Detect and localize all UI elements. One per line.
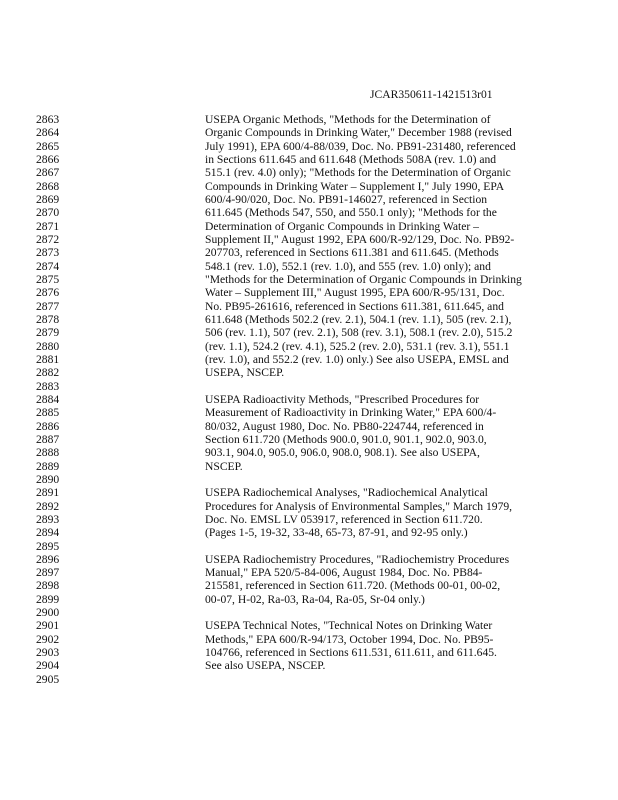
document-line: [0, 353, 618, 366]
document-line: [0, 553, 618, 566]
line-number: 2877: [36, 299, 60, 313]
line-number: 2902: [36, 632, 60, 646]
document-header-id: JCAR350611-1421513r01: [370, 88, 493, 101]
line-number: 2869: [36, 192, 60, 206]
line-text: Water – Supplement III," August 1995, EPA 600/R-95/131, Doc.: [205, 286, 505, 300]
line-text: 80/032, August 1980, Doc. No. PB80-224744, referenced in: [205, 419, 484, 433]
line-text: 506 (rev. 1.1), 507 (rev. 2.1), 508 (rev. 3.1), 508.1 (rev. 2.0), 515.2: [205, 326, 513, 340]
line-text: 611.648 (Methods 502.2 (rev. 2.1), 504.1 (rev. 1.1), 505 (rev. 2.1),: [205, 312, 512, 326]
line-number: 2897: [36, 566, 60, 580]
line-text: Organic Compounds in Drinking Water," December 1988 (revised: [205, 126, 512, 140]
line-number: 2891: [36, 486, 60, 500]
line-number: 2894: [36, 526, 60, 540]
line-text: Supplement II," August 1992, EPA 600/R-92/129, Doc. No. PB92-: [205, 232, 515, 246]
line-number: 2885: [36, 406, 60, 420]
line-text: Determination of Organic Compounds in Drinking Water –: [205, 219, 479, 233]
document-line: [0, 193, 618, 206]
line-number: 2887: [36, 432, 60, 446]
line-number: 2874: [36, 259, 60, 273]
document-line: [0, 593, 618, 606]
line-number: 2870: [36, 206, 60, 220]
document-line: [0, 619, 618, 632]
document-line: [0, 579, 618, 592]
line-number: 2905: [36, 672, 60, 686]
line-number: 2883: [36, 379, 60, 393]
document-line: [0, 566, 618, 579]
line-text: 548.1 (rev. 1.0), 552.1 (rev. 1.0), and 555 (rev. 1.0) only); and: [205, 259, 491, 273]
document-line: [0, 113, 618, 126]
document-line: [0, 446, 618, 459]
document-line: [0, 486, 618, 499]
line-text: 903.1, 904.0, 905.0, 906.0, 908.0, 908.1). See also USEPA,: [205, 446, 480, 460]
document-line: [0, 500, 618, 513]
line-number: 2880: [36, 339, 60, 353]
line-text: 215581, referenced in Section 611.720. (Methods 00-01, 00-02,: [205, 579, 501, 593]
line-number: 2903: [36, 646, 60, 660]
line-text: USEPA Radiochemical Analyses, "Radiochemical Analytical: [205, 486, 488, 500]
line-number: 2895: [36, 539, 60, 553]
document-line: [0, 260, 618, 273]
line-text: 600/4-90/020, Doc. No. PB91-146027, referenced in Section: [205, 192, 488, 206]
document-line: [0, 420, 618, 433]
line-text: USEPA Organic Methods, "Methods for the Determination of: [205, 113, 491, 126]
line-text: (rev. 1.0), and 552.2 (rev. 1.0) only.) See also USEPA, EMSL and: [205, 352, 509, 366]
document-line: [0, 246, 618, 259]
line-number: 2867: [36, 166, 60, 180]
line-text: 515.1 (rev. 4.0) only); "Methods for the Determination of Organic: [205, 166, 511, 180]
document-line: [0, 646, 618, 659]
line-text: July 1991), EPA 600/4-88/039, Doc. No. PB91-231480, referenced: [205, 139, 516, 153]
document-line: [0, 659, 618, 672]
document-line: [0, 526, 618, 539]
line-text: (rev. 1.1), 524.2 (rev. 4.1), 525.2 (rev. 2.0), 531.1 (rev. 3.1), 551.1: [205, 339, 510, 353]
document-line: [0, 286, 618, 299]
line-number: 2864: [36, 126, 60, 140]
document-line: [0, 633, 618, 646]
line-text: USEPA Technical Notes, "Technical Notes on Drinking Water: [205, 619, 493, 633]
line-text: USEPA Radioactivity Methods, "Prescribed Procedures for: [205, 392, 480, 406]
document-line: [0, 366, 618, 379]
line-text: Compounds in Drinking Water – Supplement I," July 1990, EPA: [205, 179, 505, 193]
document-line: [0, 180, 618, 193]
document-line: [0, 326, 618, 339]
line-text: 611.645 (Methods 547, 550, and 550.1 only); "Methods for the: [205, 206, 497, 220]
document-body: [0, 113, 618, 686]
line-text: Procedures for Analysis of Environmental Samples," March 1979,: [205, 499, 513, 513]
line-number: 2898: [36, 579, 60, 593]
line-number: 2871: [36, 219, 60, 233]
line-number: 2876: [36, 286, 60, 300]
line-text: See also USEPA, NSCEP.: [205, 659, 326, 673]
line-number: 2863: [36, 113, 60, 126]
document-line: [0, 126, 618, 139]
line-number: 2879: [36, 326, 60, 340]
document-line: [0, 313, 618, 326]
line-text: Measurement of Radioactivity in Drinking Water," EPA 600/4-: [205, 406, 497, 420]
document-line: [0, 393, 618, 406]
line-number: 2900: [36, 606, 60, 620]
line-number: 2866: [36, 152, 60, 166]
document-line: [0, 220, 618, 233]
document-line: [0, 206, 618, 219]
line-text: No. PB95-261616, referenced in Sections 611.381, 611.645, and: [205, 299, 504, 313]
line-number: 2893: [36, 512, 60, 526]
line-number: 2868: [36, 179, 60, 193]
document-line: [0, 273, 618, 286]
line-text: Manual," EPA 520/5-84-006, August 1984, Doc. No. PB84-: [205, 566, 483, 580]
line-number: 2865: [36, 139, 60, 153]
line-text: "Methods for the Determination of Organic Compounds in Drinking: [205, 272, 522, 286]
document-line: [0, 300, 618, 313]
document-line: [0, 606, 618, 619]
document-line: [0, 153, 618, 166]
line-number: 2882: [36, 366, 60, 380]
line-number: 2881: [36, 352, 60, 366]
document-line: [0, 673, 618, 686]
line-number: 2888: [36, 446, 60, 460]
line-number: 2884: [36, 392, 60, 406]
line-number: 2878: [36, 312, 60, 326]
line-number: 2890: [36, 472, 60, 486]
line-number: 2901: [36, 619, 60, 633]
document-line: [0, 460, 618, 473]
document-line: [0, 380, 618, 393]
document-line: [0, 233, 618, 246]
document-line: [0, 166, 618, 179]
document-line: [0, 140, 618, 153]
line-text: USEPA, NSCEP.: [205, 366, 285, 380]
line-number: 2904: [36, 659, 60, 673]
line-number: 2899: [36, 592, 60, 606]
line-text: 207703, referenced in Sections 611.381 and 611.645. (Methods: [205, 246, 499, 260]
line-text: USEPA Radiochemistry Procedures, "Radiochemistry Procedures: [205, 552, 510, 566]
line-text: 104766, referenced in Sections 611.531, 611.611, and 611.645.: [205, 646, 497, 660]
line-number: 2889: [36, 459, 60, 473]
document-line: [0, 406, 618, 419]
line-number: 2872: [36, 232, 60, 246]
document-line: [0, 340, 618, 353]
line-text: 00-07, H-02, Ra-03, Ra-04, Ra-05, Sr-04 only.): [205, 592, 425, 606]
line-text: Methods," EPA 600/R-94/173, October 1994, Doc. No. PB95-: [205, 632, 494, 646]
line-number: 2896: [36, 552, 60, 566]
line-text: Section 611.720 (Methods 900.0, 901.0, 901.1, 902.0, 903.0,: [205, 432, 487, 446]
document-line: [0, 433, 618, 446]
line-text: NSCEP.: [205, 459, 243, 473]
line-number: 2873: [36, 246, 60, 260]
line-text: Doc. No. EMSL LV 053917, referenced in Section 611.720.: [205, 512, 483, 526]
line-text: (Pages 1-5, 19-32, 33-48, 65-73, 87-91, and 92-95 only.): [205, 526, 468, 540]
line-number: 2875: [36, 272, 60, 286]
document-line: [0, 540, 618, 553]
line-number: 2886: [36, 419, 60, 433]
document-line: [0, 473, 618, 486]
document-line: [0, 513, 618, 526]
line-number: 2892: [36, 499, 60, 513]
line-text: in Sections 611.645 and 611.648 (Methods 508A (rev. 1.0) and: [205, 152, 497, 166]
